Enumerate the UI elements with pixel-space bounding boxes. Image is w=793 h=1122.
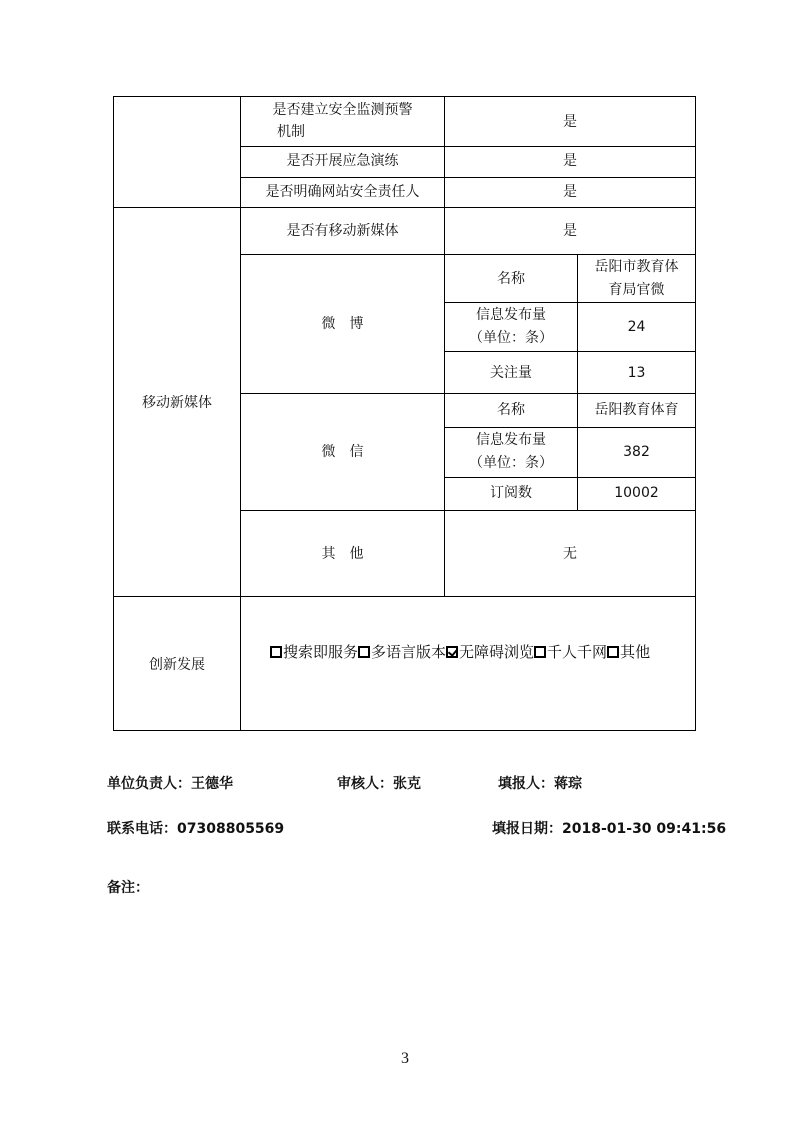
innovation-option-label: 搜索即服务 [283, 643, 359, 661]
weibo-posts-label-line1: 信息发布量 [476, 307, 546, 323]
responsible-person: 单位负责人：王德华 [107, 776, 233, 792]
weibo-name-label: 名称 [497, 271, 525, 287]
monitoring-label-line2: 机制 [277, 124, 305, 140]
table-border-right [695, 96, 696, 731]
row-line [113, 596, 696, 597]
table-border-top [113, 96, 696, 97]
wechat-subs-label: 订阅数 [490, 485, 532, 501]
monitoring-value: 是 [563, 114, 577, 130]
wechat-posts-label-line1: 信息发布量 [476, 432, 546, 448]
has-media-label: 是否有移动新媒体 [286, 223, 399, 239]
wechat-posts-value: 382 [623, 444, 650, 460]
row-line [444, 351, 696, 352]
row-line [240, 510, 696, 511]
row-line [240, 393, 696, 394]
row-line [444, 427, 696, 428]
drill-value: 是 [563, 153, 577, 169]
wechat-posts-label-line2: （单位：条） [469, 455, 553, 471]
wechat-name-label: 名称 [497, 402, 525, 418]
innovation-option[interactable] [270, 643, 358, 661]
reviewer: 审核人：张克 [337, 776, 421, 792]
page-number: 3 [401, 1050, 409, 1067]
row-line [240, 177, 696, 178]
media-section-label: 移动新媒体 [142, 395, 212, 411]
contact-phone: 联系电话：07308805569 [107, 821, 285, 837]
innovation-option[interactable] [358, 643, 446, 661]
innovation-option-label: 多语言版本 [371, 643, 447, 661]
weibo-label: 微 博 [321, 316, 364, 332]
weibo-followers-value: 13 [627, 365, 646, 381]
checkbox-icon[interactable] [607, 646, 619, 658]
security-owner-value: 是 [563, 184, 577, 200]
remarks-label: 备注： [107, 880, 149, 896]
innovation-option-label: 其他 [620, 643, 651, 661]
filler: 填报人：蒋琮 [498, 776, 582, 792]
drill-label: 是否开展应急演练 [286, 153, 399, 169]
wechat-name-value: 岳阳教育体育 [594, 402, 679, 418]
checkbox-checked-icon[interactable] [446, 646, 458, 658]
innovation-option[interactable] [446, 643, 534, 661]
other-label: 其 他 [321, 546, 364, 562]
innovation-options [270, 641, 650, 663]
checkbox-icon[interactable] [358, 646, 370, 658]
wechat-label: 微 信 [321, 444, 364, 460]
row-line [444, 302, 696, 303]
row-line [240, 254, 696, 255]
weibo-posts-label-line2: （单位：条） [469, 330, 553, 346]
table-border-bottom [113, 730, 696, 731]
checkbox-icon[interactable] [270, 646, 282, 658]
security-owner-label: 是否明确网站安全责任人 [265, 184, 420, 200]
weibo-name-line2: 育局官微 [608, 282, 665, 298]
row-line [444, 477, 696, 478]
fill-date: 填报日期：2018-01-30 09:41:56 [492, 821, 727, 837]
innovation-option-label: 千人千网 [547, 643, 608, 661]
innovation-option[interactable] [534, 643, 607, 661]
wechat-subs-value: 10002 [614, 485, 659, 501]
other-value: 无 [563, 546, 577, 562]
checkbox-icon[interactable] [534, 646, 546, 658]
weibo-followers-label: 关注量 [490, 365, 532, 381]
innovation-option-label: 无障碍浏览 [459, 643, 535, 661]
has-media-value: 是 [563, 223, 577, 239]
weibo-posts-value: 24 [627, 319, 646, 335]
row-line [113, 207, 696, 208]
innovation-option[interactable] [607, 643, 650, 661]
monitoring-label-line1: 是否建立安全监测预警 [272, 102, 413, 118]
row-line [240, 146, 696, 147]
innovation-label: 创新发展 [149, 657, 205, 673]
weibo-name-line1: 岳阳市教育体 [594, 259, 679, 275]
